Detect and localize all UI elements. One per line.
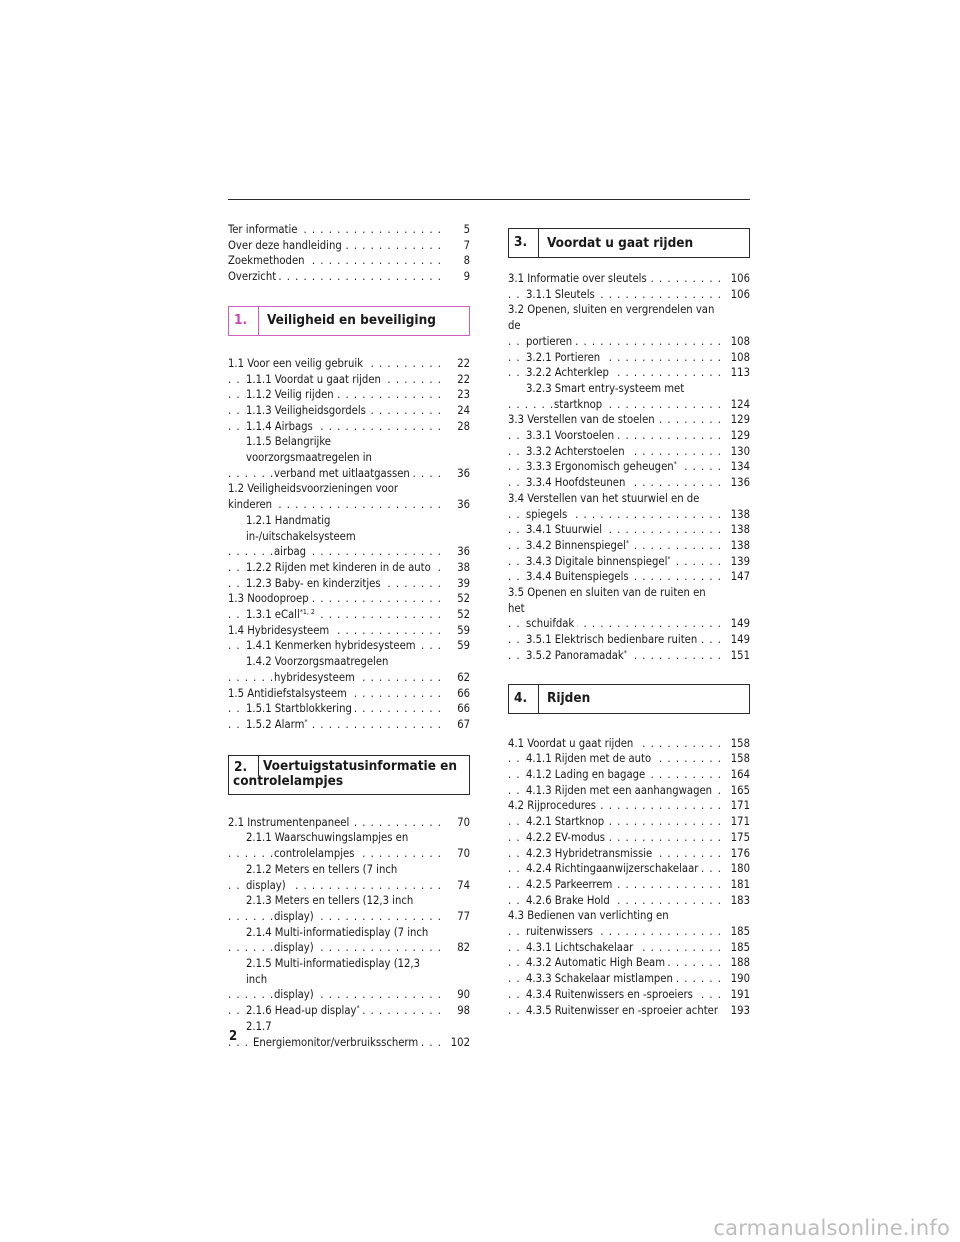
toc-entry[interactable]: [508, 908, 750, 924]
toc-entry[interactable]: [508, 987, 750, 1003]
toc-entry-page: 183: [727, 893, 750, 909]
toc-entry-title: 1.2.3 Baby- en kinderzitjes: [246, 577, 384, 590]
header-rule: [228, 199, 750, 200]
toc-entry[interactable]: [508, 861, 750, 877]
toc-entry-title: 3.4.4 Buitenspiegels: [526, 570, 632, 583]
toc-entry-title: 3.3.3 Ergonomisch geheugen*: [526, 460, 680, 473]
toc-entry-page: 52: [453, 607, 470, 623]
toc-entry-page: 39: [453, 576, 470, 592]
toc-entry-page: 70: [453, 846, 470, 862]
toc-entry-title: portieren: [526, 335, 575, 348]
toc-entry[interactable]: [508, 428, 750, 444]
toc-entry[interactable]: [508, 751, 750, 767]
chapter-title-line-2: controlelampjes: [233, 772, 344, 789]
toc-entry-title: spiegels: [526, 508, 570, 521]
toc-entry-title: 1.3.1 eCall$^{*1, 2}$: [246, 608, 318, 621]
toc-entry-page: 62: [453, 670, 470, 686]
toc-entry-page: 164: [727, 767, 750, 783]
toc-entry[interactable]: [228, 513, 470, 544]
toc-chapter-1: [228, 356, 470, 733]
toc-entry[interactable]: [508, 1003, 750, 1019]
toc-entry-title: 2.1.3 Meters en tellers (12,3 inch: [246, 893, 442, 909]
toc-entry-page: 185: [727, 924, 750, 940]
toc-entry[interactable]: [508, 632, 750, 648]
toc-entry-title: 1.1.3 Veiligheidsgordels: [246, 404, 369, 417]
toc-entry-page: 36: [453, 497, 470, 513]
toc-entry-page: 181: [727, 877, 750, 893]
chapter-number: 4.: [514, 689, 528, 706]
toc-entry[interactable]: [508, 736, 750, 752]
toc-entry[interactable]: [508, 397, 750, 413]
toc-entry-page: 138: [727, 538, 750, 554]
toc-entry-page: 108: [727, 334, 750, 350]
toc-entry[interactable]: [508, 350, 750, 366]
toc-entry[interactable]: [228, 686, 470, 702]
toc-entry-title: 4.2.5 Parkeerrem: [526, 878, 615, 891]
chapter-1-heading[interactable]: [228, 306, 470, 336]
toc-entry-page: 129: [727, 412, 750, 428]
toc-entry-title: 3.3.1 Voorstoelen: [526, 429, 617, 442]
toc-entry-title: 3.2.1 Portieren: [526, 351, 603, 364]
toc-entry-page: 190: [727, 971, 750, 987]
toc-entry[interactable]: [508, 554, 750, 570]
toc-entry[interactable]: [228, 387, 470, 403]
toc-entry-page: 106: [727, 271, 750, 287]
toc-entry[interactable]: [228, 956, 470, 987]
toc-entry[interactable]: [228, 419, 470, 435]
toc-entry[interactable]: [508, 507, 750, 523]
toc-entry[interactable]: [508, 616, 750, 632]
intro-list: [228, 222, 470, 285]
toc-entry-title: 4.1.3 Rijden met een aanhangwagen: [526, 784, 715, 797]
toc-entry-title: Ter informatie: [228, 223, 301, 236]
toc-entry-page: 130: [727, 444, 750, 460]
toc-entry-title: 1.2 Veiligheidsvoorzieningen voor kinderen: [228, 482, 398, 512]
toc-entry-page: 66: [453, 701, 470, 717]
toc-entry[interactable]: [228, 862, 470, 893]
toc-entry[interactable]: [228, 591, 470, 607]
toc-entry-title: schuifdak: [526, 617, 577, 630]
toc-entry-title: 4.1.1 Rijden met de auto: [526, 752, 654, 765]
toc-entry-page: 9: [460, 269, 470, 285]
toc-entry[interactable]: [228, 909, 470, 925]
chapter-title: [229, 759, 457, 789]
toc-entry-page: 176: [727, 846, 750, 862]
toc-entry-page: 129: [727, 428, 750, 444]
toc-entry[interactable]: [508, 491, 750, 507]
toc-entry[interactable]: [508, 475, 750, 491]
toc-entry[interactable]: [508, 971, 750, 987]
toc-entry[interactable]: [508, 365, 750, 381]
toc-entry[interactable]: [228, 940, 470, 956]
toc-entry[interactable]: [508, 814, 750, 830]
toc-entry[interactable]: [228, 466, 470, 482]
toc-entry-title: 1.1.1 Voordat u gaat rijden: [246, 373, 384, 386]
toc-entry-title: 2.1.5 Multi-informatiedisplay (12,3 inch: [246, 956, 442, 987]
toc-entry-title: ruitenwissers: [526, 925, 596, 938]
toc-entry-title: 3.4.2 Binnenspiegel*: [526, 539, 632, 552]
chapter-divider: [538, 685, 539, 713]
toc-entry-title: 2.1 Instrumentenpaneel: [228, 816, 352, 829]
toc-entry-title: 3.1 Informatie over sleutels: [508, 272, 650, 285]
toc-entry-page: 106: [727, 287, 750, 303]
toc-entry[interactable]: [508, 924, 750, 940]
toc-entry[interactable]: [508, 302, 750, 333]
toc-entry-title: display): [274, 941, 317, 954]
toc-entry-page: 36: [453, 544, 470, 560]
toc-entry[interactable]: [228, 925, 470, 941]
toc-entry-title: 4.3.2 Automatic High Beam: [526, 956, 668, 969]
toc-entry-title: display): [274, 910, 317, 923]
toc-entry-title: 2.1.6 Head-up display*: [246, 1004, 363, 1017]
toc-entry-page: 67: [453, 717, 470, 733]
toc-entry[interactable]: [228, 830, 470, 846]
toc-entry[interactable]: [508, 893, 750, 909]
toc-entry-page: 191: [727, 987, 750, 1003]
toc-entry-page: 175: [727, 830, 750, 846]
toc-entry[interactable]: [228, 1003, 470, 1019]
toc-entry-page: 180: [727, 861, 750, 877]
toc-entry-page: 136: [727, 475, 750, 491]
toc-entry-page: 124: [727, 397, 750, 413]
toc-entry-title: 1.1.5 Belangrijke voorzorgsmaatregelen in: [246, 434, 442, 465]
toc-entry[interactable]: [508, 783, 750, 799]
toc-entry[interactable]: [228, 717, 470, 733]
toc-entry[interactable]: [228, 1019, 470, 1035]
toc-entry[interactable]: [228, 222, 470, 238]
toc-chapter-3: [508, 271, 750, 664]
toc-chapter-2: [228, 815, 470, 1051]
toc-entry-page: 171: [727, 798, 750, 814]
footnote-marker: *: [304, 717, 308, 726]
toc-entry-title: Overzicht: [228, 270, 279, 283]
toc-entry[interactable]: [508, 767, 750, 783]
toc-entry-title: airbag: [274, 545, 309, 558]
toc-entry-page: 59: [453, 638, 470, 654]
toc-entry-title: 2.1.4 Multi-informatiedisplay (7 inch: [246, 925, 442, 941]
chapter-divider: [538, 229, 539, 257]
toc-entry-page: 8: [460, 253, 470, 269]
chapter-title: Veiligheid en beveiliging: [267, 312, 436, 329]
toc-entry-title: display): [274, 988, 317, 1001]
toc-entry[interactable]: [228, 1035, 470, 1051]
toc-entry-page: 185: [727, 940, 750, 956]
toc-entry[interactable]: [508, 412, 750, 428]
toc-entry-title: 4.3.1 Lichtschakelaar: [526, 941, 636, 954]
toc-entry-title: 4.2.3 Hybridetransmissie: [526, 847, 655, 860]
toc-left-column: [228, 222, 470, 1050]
toc-entry-title: Zoekmethoden: [228, 254, 308, 267]
toc-entry-page: 90: [453, 987, 470, 1003]
toc-entry-title: 3.1.1 Sleutels: [526, 288, 598, 301]
toc-entry[interactable]: [228, 846, 470, 862]
toc-entry-page: 149: [727, 632, 750, 648]
toc-entry-title: 3.3 Verstellen van de stoelen: [508, 413, 658, 426]
toc-entry-page: 7: [460, 238, 470, 254]
toc-entry-page: 113: [727, 365, 750, 381]
toc-entry[interactable]: [508, 287, 750, 303]
toc-entry-page: 77: [453, 909, 470, 925]
toc-entry-title: Energiemonitor/verbruiksscherm: [253, 1036, 421, 1049]
toc-entry-title: 4.2.6 Brake Hold: [526, 894, 613, 907]
toc-entry[interactable]: [228, 638, 470, 654]
toc-entry-title: 3.5.2 Panoramadak*: [526, 649, 630, 662]
toc-entry[interactable]: [228, 623, 470, 639]
toc-entry-title: 1.1.2 Veilig rijden: [246, 388, 337, 401]
toc-entry-title: 4.2.2 EV-modus: [526, 831, 608, 844]
footnote-marker: *: [625, 538, 629, 547]
toc-entry[interactable]: [508, 955, 750, 971]
toc-entry-title: 4.1 Voordat u gaat rijden: [508, 737, 636, 750]
toc-entry-page: 28: [453, 419, 470, 435]
toc-entry-page: 102: [447, 1035, 470, 1051]
page-number: 2: [229, 1029, 238, 1044]
toc-entry-page: 188: [727, 955, 750, 971]
toc-entry-page: 171: [727, 814, 750, 830]
toc-entry[interactable]: [228, 434, 470, 465]
toc-entry[interactable]: [508, 381, 750, 397]
toc-entry-title: 2.1.7: [246, 1019, 442, 1035]
toc-entry[interactable]: [228, 654, 470, 670]
toc-entry-title: 1.1 Voor een veilig gebruik: [228, 357, 366, 370]
toc-entry[interactable]: [508, 459, 750, 475]
toc-entry-title: 3.2.2 Achterklep: [526, 366, 612, 379]
toc-entry[interactable]: [508, 569, 750, 585]
footnote-marker: *: [667, 554, 671, 563]
toc-entry-page: 108: [727, 350, 750, 366]
toc-entry[interactable]: [508, 334, 750, 350]
toc-entry-title: 3.4.3 Digitale binnenspiegel*: [526, 555, 674, 568]
toc-entry[interactable]: [508, 798, 750, 814]
toc-entry-title: 4.3.3 Schakelaar mistlampen: [526, 972, 676, 985]
toc-entry[interactable]: [228, 560, 470, 576]
toc-entry-page: 139: [727, 554, 750, 570]
footnote-marker: *: [623, 648, 627, 657]
toc-entry-page: 24: [453, 403, 470, 419]
toc-entry-page: 36: [453, 466, 470, 482]
toc-entry-title: 4.3.4 Ruitenwissers en -sproeiers: [526, 988, 696, 1001]
toc-entry-title: 3.5.1 Elektrisch bedienbare ruiten: [526, 633, 700, 646]
toc-entry[interactable]: [228, 403, 470, 419]
toc-entry-page: 138: [727, 507, 750, 523]
chapter-4-heading[interactable]: [508, 684, 750, 714]
toc-entry-page: 23: [453, 387, 470, 403]
toc-entry[interactable]: [228, 607, 470, 623]
toc-entry[interactable]: [508, 585, 750, 616]
toc-entry-page: 5: [460, 222, 470, 238]
toc-entry-title: controlelampjes: [274, 847, 357, 860]
toc-entry-title: 3.3.4 Hoofdsteunen: [526, 476, 628, 489]
toc-entry-title: Over deze handleiding: [228, 239, 345, 252]
chapter-title-line-1: Voertuigstatusinformatie en: [263, 757, 458, 774]
toc-entry[interactable]: [508, 940, 750, 956]
toc-entry[interactable]: [228, 481, 470, 512]
watermark: carmanualsonline.info: [713, 1216, 950, 1240]
chapter-number: 2.: [234, 758, 248, 775]
toc-entry[interactable]: [228, 253, 470, 269]
toc-entry-title: hybridesysteem: [274, 671, 358, 684]
chapter-number: 3.: [514, 234, 528, 251]
toc-entry-page: 193: [727, 1003, 750, 1019]
toc-entry-title: 1.2.2 Rijden met kinderen in de auto: [246, 561, 434, 574]
toc-entry-title: 1.5 Antidiefstalsysteem: [228, 687, 350, 700]
toc-right-column: [508, 222, 750, 1018]
chapter-divider: [258, 307, 259, 335]
toc-entry[interactable]: [228, 701, 470, 717]
toc-entry-page: 59: [453, 623, 470, 639]
toc-entry-page: 74: [453, 878, 470, 894]
toc-entry-title: 3.4 Verstellen van het stuurwiel en de: [508, 491, 722, 507]
toc-entry-title: 3.2 Openen, sluiten en vergrendelen van de: [508, 302, 722, 333]
toc-entry-page: 165: [727, 783, 750, 799]
toc-entry-page: 82: [453, 940, 470, 956]
toc-entry-title: 1.1.4 Airbags: [246, 420, 316, 433]
toc-entry[interactable]: [228, 269, 470, 285]
toc-entry[interactable]: [228, 893, 470, 909]
toc-entry[interactable]: [228, 544, 470, 560]
toc-entry[interactable]: [508, 846, 750, 862]
toc-chapter-4: [508, 736, 750, 1019]
toc-entry-title: 1.5.2 Alarm*: [246, 718, 311, 731]
toc-entry-title: 4.3 Bedienen van verlichting en: [508, 908, 722, 924]
toc-entry[interactable]: [508, 830, 750, 846]
toc-entry-page: 158: [727, 736, 750, 752]
toc-entry-page: 52: [453, 591, 470, 607]
toc-entry-page: 158: [727, 751, 750, 767]
toc-entry-title: 4.2 Rijprocedures: [508, 799, 599, 812]
chapter-number: 1.: [234, 311, 248, 328]
toc-entry-page: 138: [727, 522, 750, 538]
toc-entry-page: 149: [727, 616, 750, 632]
toc-entry-page: 98: [453, 1003, 470, 1019]
chapter-3-heading[interactable]: [508, 228, 750, 258]
toc-entry-title: verband met uitlaatgassen: [274, 467, 413, 480]
toc-entry-title: 3.3.2 Achterstoelen: [526, 445, 628, 458]
toc-entry-page: 22: [453, 372, 470, 388]
toc-entry[interactable]: [228, 238, 470, 254]
chapter-title: Voordat u gaat rijden: [547, 234, 694, 251]
toc-entry[interactable]: [508, 444, 750, 460]
toc-entry-title: 3.5 Openen en sluiten van de ruiten en het: [508, 585, 722, 616]
toc-entry-title: 2.1.2 Meters en tellers (7 inch display): [246, 862, 398, 892]
toc-entry-title: 4.2.1 Startknop: [526, 815, 607, 828]
toc-entry[interactable]: [508, 877, 750, 893]
toc-entry-title: 1.5.1 Startblokkering: [246, 702, 355, 715]
toc-entry-title: 4.2.4 Richtingaanwijzerschakelaar: [526, 862, 701, 875]
footnote-marker: *: [673, 460, 677, 469]
toc-entry-page: 147: [727, 569, 750, 585]
toc-entry-title: 2.1.1 Waarschuwingslampjes en: [246, 830, 442, 846]
toc-entry-title: 4.3.5 Ruitenwisser en -sproeier achter: [526, 1004, 721, 1017]
toc-entry-page: 66: [453, 686, 470, 702]
toc-entry[interactable]: [228, 815, 470, 831]
footnote-marker: *1, 2: [299, 608, 315, 617]
footnote-marker: *: [356, 1004, 360, 1013]
toc-entry[interactable]: [228, 576, 470, 592]
toc-entry-title: 4.1.2 Lading en bagage: [526, 768, 648, 781]
toc-entry-page: 22: [453, 356, 470, 372]
toc-entry-title: startknop: [554, 398, 605, 411]
toc-entry-page: 134: [727, 459, 750, 475]
toc-entry-page: 38: [453, 560, 470, 576]
toc-entry-title: 1.4 Hybridesysteem: [228, 624, 332, 637]
toc-entry[interactable]: [228, 372, 470, 388]
chapter-2-heading[interactable]: [228, 755, 470, 795]
toc-entry-page: 151: [727, 648, 750, 664]
toc-entry-page: 70: [453, 815, 470, 831]
toc-entry-title: 1.4.2 Voorzorgsmaatregelen: [246, 654, 442, 670]
toc-entry[interactable]: [508, 538, 750, 554]
toc-entry[interactable]: [228, 670, 470, 686]
chapter-title: Rijden: [547, 690, 591, 707]
toc-entry-title: 1.3 Noodoproep: [228, 592, 312, 605]
toc-entry-title: 1.4.1 Kenmerken hybridesysteem: [246, 639, 419, 652]
toc-entry[interactable]: [508, 648, 750, 664]
toc-entry[interactable]: [508, 271, 750, 287]
toc-entry[interactable]: [228, 987, 470, 1003]
toc-entry-title: 1.2.1 Handmatig in-/uitschakelsysteem: [246, 513, 442, 544]
toc-entry[interactable]: [228, 356, 470, 372]
toc-entry-title: 3.4.1 Stuurwiel: [526, 523, 605, 536]
toc-entry[interactable]: [508, 522, 750, 538]
toc-entry-title: 3.2.3 Smart entry-systeem met: [526, 381, 722, 397]
